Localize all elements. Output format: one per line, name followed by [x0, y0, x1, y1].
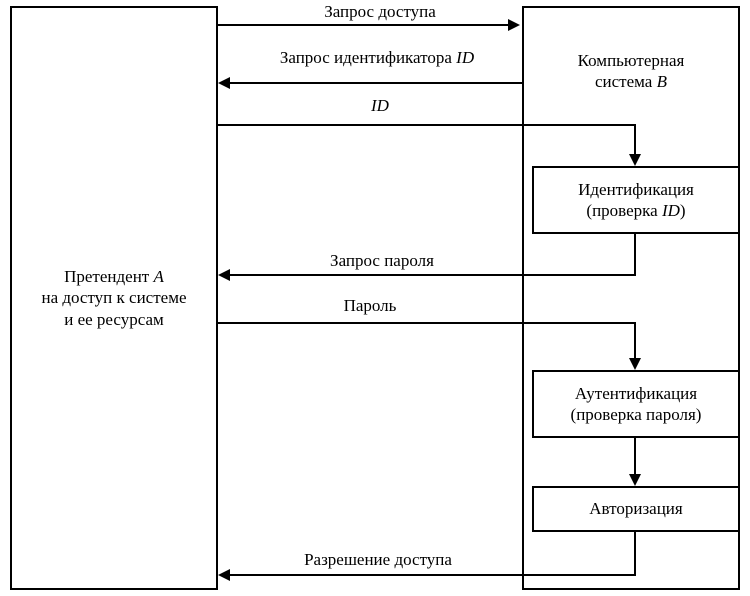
arrow-line-id-vertical: [634, 124, 636, 154]
box-claimant-label: Претендент A на доступ к системе и ее ресурсам: [41, 267, 187, 329]
arrow-head-id-request: [218, 77, 230, 89]
label-access-granted: Разрешение доступа: [304, 550, 452, 569]
arrow-line-password-request: [230, 274, 636, 276]
arrow-line-id: [218, 124, 636, 126]
label-id-request: Запрос идентификатора ID: [279, 48, 475, 67]
claimant-letter: A: [153, 267, 164, 287]
box-claimant: [10, 6, 218, 590]
arrow-head-access-granted: [218, 569, 230, 581]
system-letter: B: [656, 72, 667, 92]
box-identification: [532, 166, 740, 234]
arrow-line-password-request-vertical: [634, 234, 636, 276]
label-password-request: Запрос пароля: [330, 251, 434, 270]
box-authorization-label: Авторизация: [589, 499, 683, 519]
arrow-line-access-request: [218, 24, 508, 26]
arrow-line-access-granted-vertical: [634, 532, 636, 576]
arrow-head-access-request: [508, 19, 520, 31]
box-identification-label: Идентификация (проверка ID): [578, 179, 694, 220]
arrow-line-password: [218, 322, 636, 324]
box-authorization: [532, 486, 740, 532]
id-token-1: ID: [456, 48, 475, 67]
label-id: [300, 96, 460, 116]
box-system-label: Компьютерная система B: [577, 51, 685, 92]
arrow-line-auth-to-authorization: [634, 438, 636, 474]
box-authentication: [532, 370, 740, 438]
arrow-line-access-granted: [230, 574, 636, 576]
arrow-head-password: [629, 358, 641, 370]
arrow-line-id-request: [230, 82, 522, 84]
box-authentication-label: Аутентификация (проверка пароля): [570, 383, 702, 424]
arrow-line-password-vertical: [634, 322, 636, 358]
arrow-head-password-request: [218, 269, 230, 281]
label-access-request: Запрос доступа: [324, 2, 436, 21]
id-token-2: ID: [371, 96, 389, 115]
arrow-head-id: [629, 154, 641, 166]
label-password: Пароль: [343, 296, 397, 315]
arrow-head-auth-to-authorization: [629, 474, 641, 486]
